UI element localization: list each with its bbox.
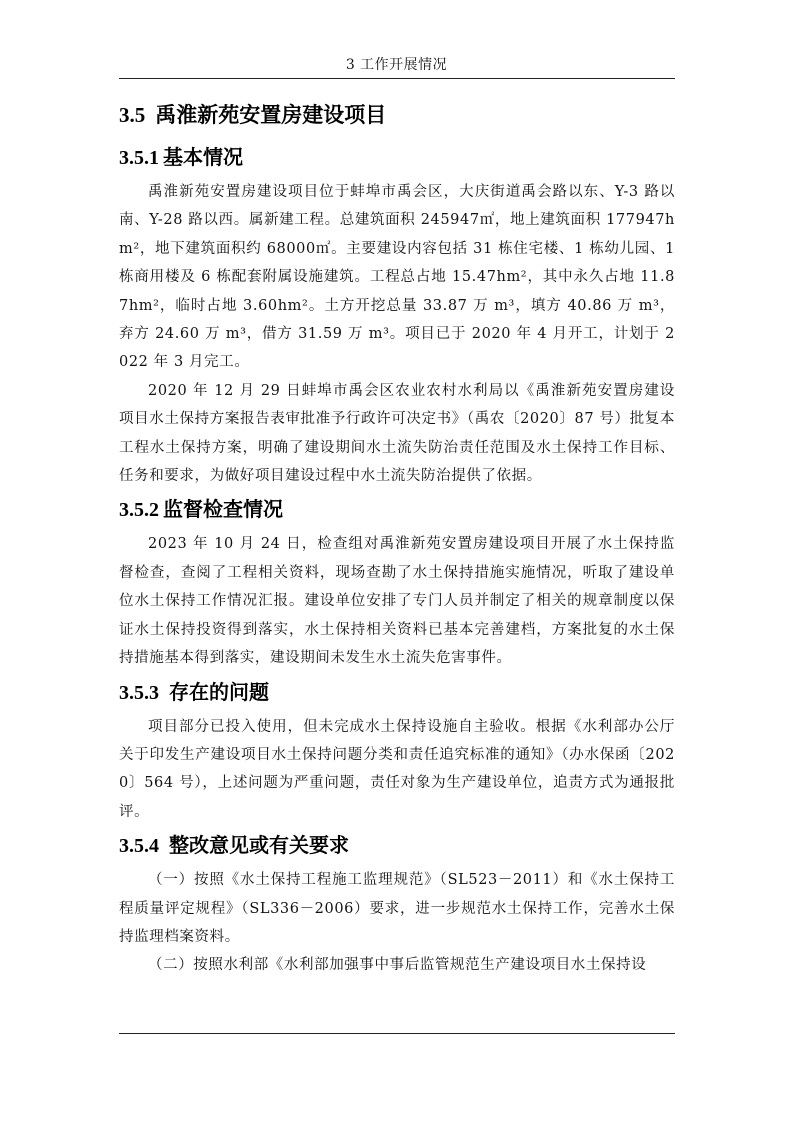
- subsection-number: 3.5.4: [119, 835, 159, 858]
- subsection-number: 3.5.2: [119, 499, 159, 522]
- paragraph: （二）按照水利部《水利部加强事中事后监管规范生产建设项目水土保持设: [148, 957, 647, 974]
- section-heading: [119, 100, 675, 130]
- paragraph: 禹淮新苑安置房建设项目位于蚌埠市禹会区，大庆街道禹会路以东、Y-3 路以南、Y-28 路以西。属新建工程。总建筑面积 245947㎡，地上建筑面积 177947hm²，地下建筑面积约 68000㎡。主要建设内容包括 31 栋住宅楼、1 栋幼儿园、1 栋商用楼及 6 栋配套附属设施建筑。工程总占地 15.47hm²，其中永久占地 11.87hm²，临时占地 3.60hm²。土方开挖总量 33.87 万 m³，填方 40.86 万 m³，弃方 24.60 万 m³，借方 31.59 万 m³。项目已于 2020 年 4 月开工，计划于 2022 年 3 月完工。: [119, 184, 675, 371]
- section-title: 禹淮新苑安置房建设项目: [155, 103, 387, 127]
- footer-rule: [119, 1033, 675, 1034]
- subsection-title: 基本情况: [163, 145, 243, 169]
- subsection-heading-inspection: [119, 494, 675, 525]
- subsection-title: 存在的问题: [169, 679, 269, 704]
- subsection-heading-rectification: [119, 830, 675, 861]
- subsection-title: 整改意见或有关要求: [169, 833, 349, 858]
- subsection-number: 3.5.1: [119, 147, 159, 169]
- subsection-title: 监督检查情况: [163, 497, 283, 522]
- subsection-heading-basic-info: [119, 142, 675, 173]
- paragraph: （一）按照《水土保持工程施工监理规范》（SL523－2011）和《水土保持工程质量评定规程》（SL336－2006）要求，进一步规范水土保持工作，完善水土保持监理档案资料。: [119, 872, 675, 945]
- subsection-heading-problems: [119, 677, 675, 708]
- paragraph: 2020 年 12 月 29 日蚌埠市禹会区农业农村水利局以《禹淮新苑安置房建设项目水土保持方案报告表审批准予行政许可决定书》（禹农〔2020〕87 号）批复本工程水土保持方案，明确了建设期间水土流失防治责任范围及水土保持工作目标、任务和要求，为做好项目建设过程中水土流失防治提供了依据。: [119, 382, 675, 485]
- paragraph: 2023 年 10 月 24 日，检查组对禹淮新苑安置房建设项目开展了水土保持监督检查，查阅了工程相关资料，现场查勘了水土保持措施实施情况，听取了建设单位水土保持工作情况汇报。建设单位安排了专门人员并制定了相关的规章制度以保证水土保持投资得到落实，水土保持相关资料已基本完善建档，方案批复的水土保持措施基本得到落实，建设期间未发生水土流失危害事件。: [119, 536, 675, 667]
- header-rule: [119, 78, 675, 79]
- paragraph: 项目部分已投入使用，但未完成水土保持设施自主验收。根据《水利部办公厅关于印发生产建设项目水土保持问题分类和责任追究标准的通知》（办水保函〔2020〕564 号），上述问题为严重问题，责任对象为生产建设单位，追责方式为通报批评。: [119, 718, 675, 820]
- running-header: 3 工作开展情况: [345, 57, 448, 73]
- page-content: [119, 100, 675, 980]
- section-number: 3.5: [119, 103, 146, 127]
- subsection-number: 3.5.3: [119, 681, 159, 704]
